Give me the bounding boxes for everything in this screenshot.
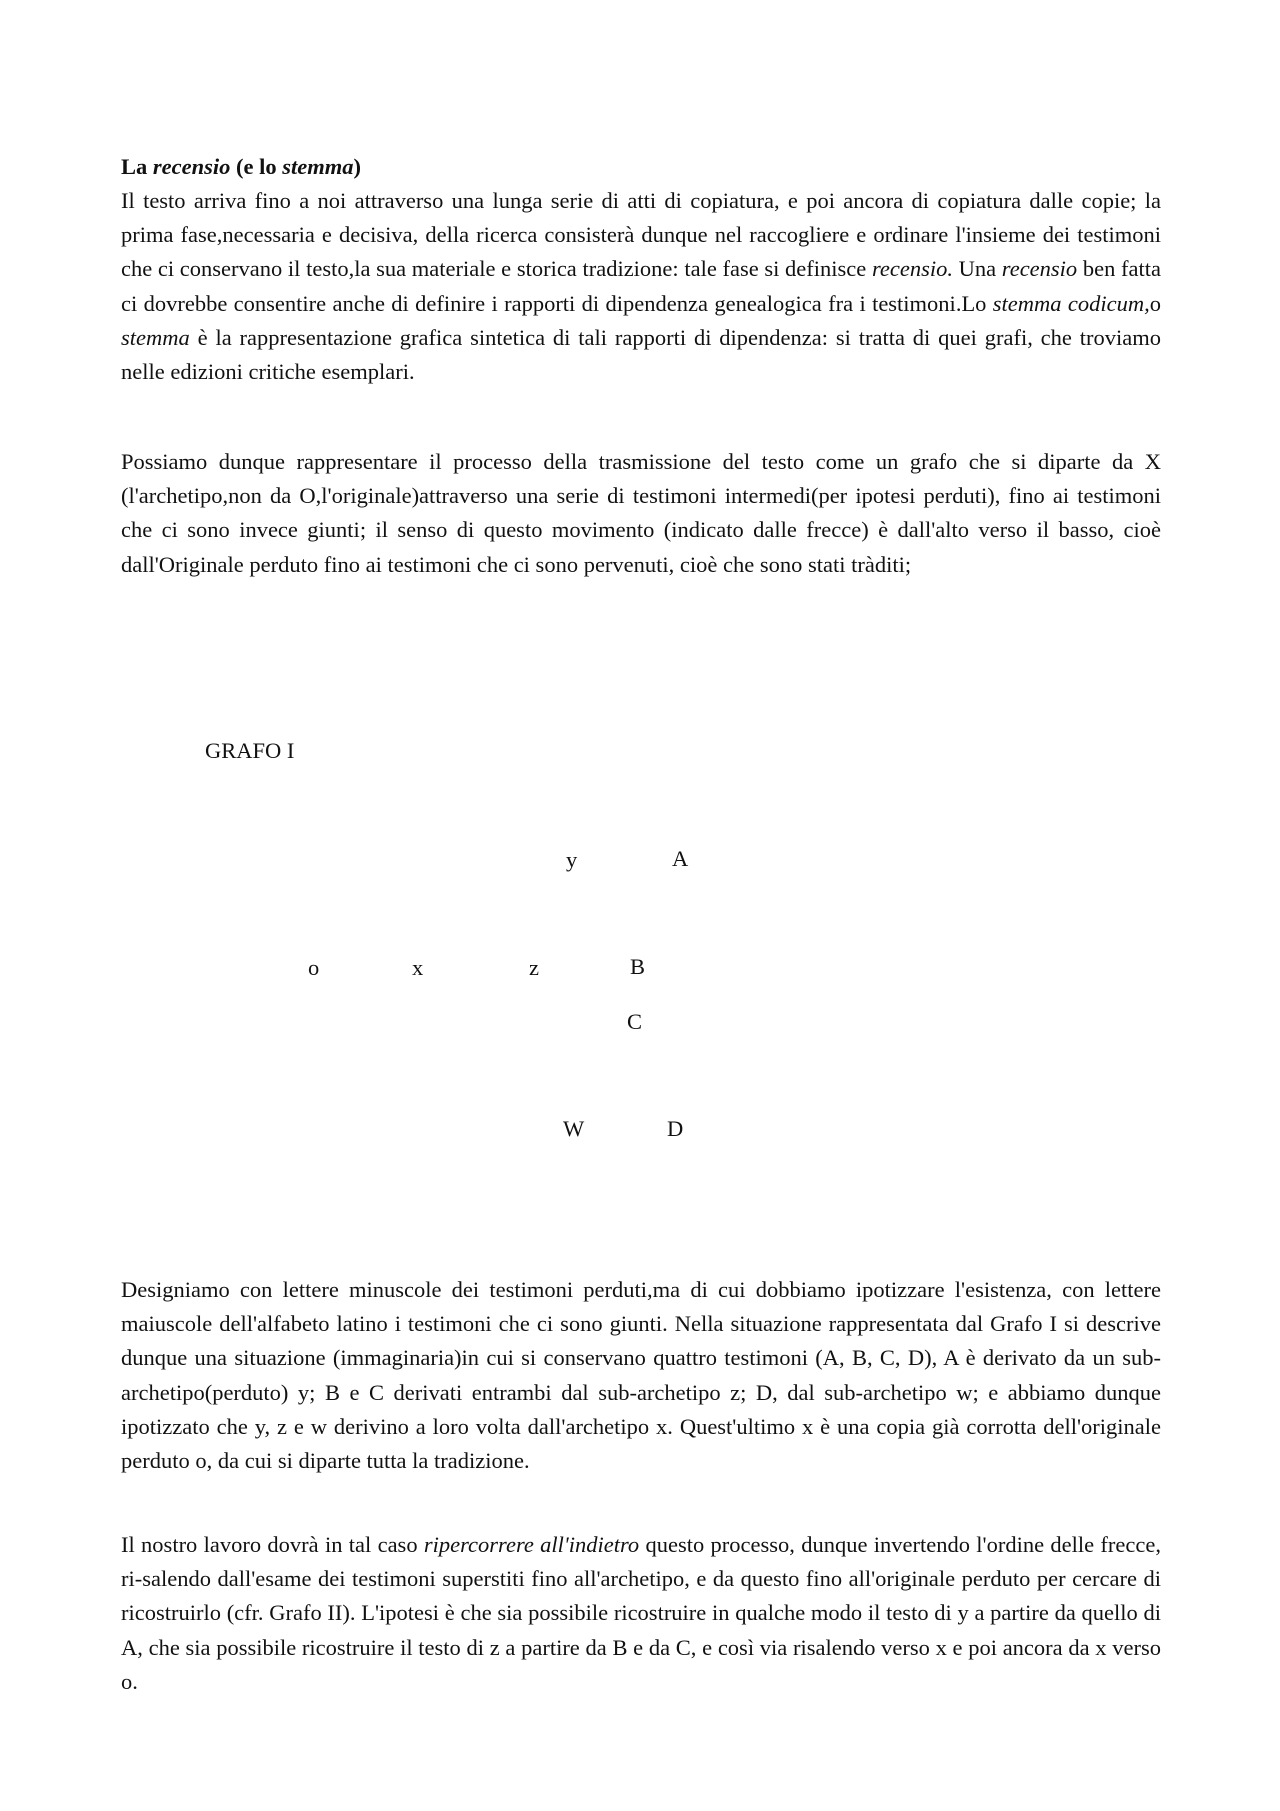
graph-node-z: z: [529, 955, 539, 980]
graph-node-W: W: [563, 1116, 585, 1141]
paragraph-text: Una: [952, 256, 1002, 282]
italic-term: stemma: [121, 324, 190, 350]
paragraph-text: è la rappresentazione grafica sintetica di tali rapporti di dipendenza: si tratta di quei grafi, che troviamo nelle edizioni critiche esemplari.: [121, 324, 1161, 385]
paragraph-4: [121, 1528, 1161, 1699]
graph-title: GRAFO I: [205, 738, 295, 763]
graph-node-x: x: [412, 955, 424, 980]
graph-node-A: A: [672, 846, 689, 871]
paragraph-text: Possiamo dunque rappresentare il processo della trasmissione del testo come un grafo che si diparte da X (l'archetipo,non da O,l'originale)attraverso una serie di testimoni intermedi(per ipotesi perduti), fino ai testimoni che ci sono invece giunti; il senso di questo movimento (indicato dalle frecce) è dall'alto verso il basso, cioè dall'Originale perduto fino ai testimoni che ci sono pervenuti, cioè che sono stati tràditi;: [121, 449, 1161, 577]
paragraph-2: [121, 445, 1161, 582]
italic-term: recensio.: [871, 256, 953, 282]
paragraph-text: Designiamo con lettere minuscole dei testimoni perduti,ma di cui dobbiamo ipotizzare l'esistenza, con lettere maiuscole dell'alfabeto latino i testimoni che ci sono giunti. Nella situazione rappresentata dal Grafo I si descrive dunque una situazione (immaginaria)in cui si conservano quattro testimoni (A, B, C, D), A è derivato da un sub-archetipo(perduto) y; B e C derivati entrambi dal sub-archetipo z; D, dal sub-archetipo w; e abbiamo dunque ipotizzato che y, z e w derivino a loro volta dall'archetipo x. Quest'ultimo x è una copia già corrotta dell'originale perduto o, da cui si diparte tutta la tradizione.: [121, 1277, 1161, 1474]
graph-node-B: B: [630, 954, 646, 979]
italic-term: ripercorrere all'indietro: [423, 1532, 640, 1557]
italic-term: recensio: [1001, 256, 1078, 282]
section-heading: [121, 150, 361, 184]
heading-text: ): [353, 154, 361, 179]
graph-node-C: C: [627, 1009, 643, 1034]
paragraph-text: Il nostro lavoro dovrà in tal caso: [121, 1532, 424, 1557]
heading-stemma: stemma: [282, 154, 354, 179]
graph-node-D: D: [667, 1116, 684, 1141]
heading-text: La: [121, 154, 153, 179]
paragraph-text: Il testo arriva fino a noi attraverso una lunga serie di atti di copiatura, e poi ancora di copiatura dalle copie; la prima fase,necessaria e decisiva, della ricerca consisterà dunque nel raccogliere e ordinare l'insieme dei testimoni che ci conservano il testo,la sua materiale e storica tradizione: tale fase si definisce: [121, 188, 1161, 282]
paragraph-1: [121, 184, 1161, 389]
heading-recensio: recensio: [152, 154, 231, 179]
paragraph-3: [121, 1273, 1161, 1478]
paragraph-text: o: [1149, 290, 1161, 316]
heading-text: (e lo: [230, 154, 283, 179]
paragraph-text: ben fatta ci dovrebbe consentire anche di definire i rapporti di dipendenza genealogica fra i testimoni.Lo: [121, 256, 1161, 316]
italic-term: stemma codicum,: [992, 290, 1150, 316]
graph-node-o: o: [308, 955, 320, 980]
paragraph-text: questo processo, dunque invertendo l'ordine delle frecce, ri-salendo dall'esame dei testimoni superstiti fino all'archetipo, e da questo fino all'originale perduto per cercare di ricostruirlo (cfr. Grafo II). L'ipotesi è che sia possibile ricostruire in qualche modo il testo di y a partire da quello di A, che sia possibile ricostruire il testo di z a partire da B e da C, e così via risalendo verso x e poi ancora da x verso o.: [121, 1532, 1161, 1694]
graph-node-y: y: [566, 847, 578, 872]
